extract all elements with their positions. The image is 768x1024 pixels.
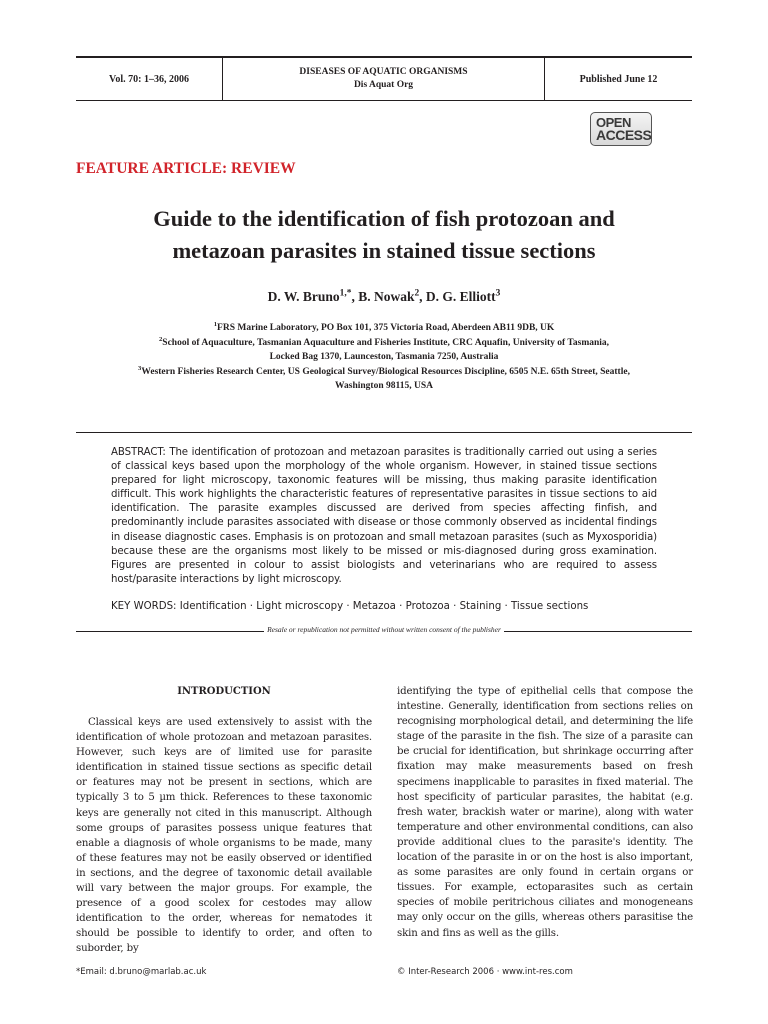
title-line-2: metazoan parasites in stained tissue sections	[172, 238, 596, 263]
author-1-sup: 1,*	[339, 288, 352, 299]
affiliation-1-num: 1	[213, 320, 218, 328]
volume-text: Vol. 70: 1–36, 2006	[109, 73, 189, 85]
affiliation-3	[76, 365, 692, 380]
affiliation-3-num: 3	[138, 364, 142, 372]
resale-notice-text: Resale or republication not permitted without written consent of the publisher	[264, 625, 504, 634]
affiliation-2-line1: School of Aquaculture, Tasmanian Aquaculture and Fisheries Institute, CRC Aquafin, University of Tasmania,	[162, 337, 610, 348]
journal-abbrev: Dis Aquat Org	[353, 80, 414, 90]
body-column-right: identifying the type of epithelial cells that compose the intestine. Generally, identification from sections relies on recognising morphological detail, and determining the life stage of the parasite in the fish. The size of a parasite can be crucial for identification, but shrinkage occurring after fixation may make measurements based on fresh specimens inapplicable to parasites in fixed material. The host specificity of particular parasites, the habitat (e.g. fresh water, brackish water or marine), along with water temperature and other environmental conditions, can also provide additional clues to the parasite's identity. The location of the parasite in or on the host is also important, as some parasites are only found in certain organs or tissues. For example, ectoparasites such as certain species of mobile peritrichous ciliates and monogeneans may only occur on the gills, whereas others parasitise the skin and fins as well as the gills.	[397, 686, 693, 939]
author-3-sup: 3	[495, 288, 501, 299]
open-access-line2: ACCESS	[596, 127, 652, 143]
author-2: , B. Nowak	[351, 289, 415, 304]
journal-info	[223, 58, 544, 100]
affiliation-2	[76, 336, 692, 351]
affiliation-1-text: FRS Marine Laboratory, PO Box 101, 375 Victoria Road, Aberdeen AB11 9DB, UK	[217, 323, 555, 333]
affiliation-2-num: 2	[158, 335, 163, 343]
open-access-line1: OPEN	[596, 115, 631, 130]
published-date: Published June 12	[579, 73, 658, 85]
feature-label: FEATURE ARTICLE: REVIEW	[76, 160, 296, 177]
article-title	[76, 203, 692, 267]
header-bottom-rule	[76, 100, 692, 101]
author-list	[76, 289, 692, 305]
title-line-1: Guide to the identification of fish protozoan and	[153, 206, 615, 231]
affiliation-3-cont: Washington 98115, USA	[335, 381, 433, 391]
body-column-left: Classical keys are used extensively to assist with the identification of whole protozoan and metazoan parasites. However, such keys are of limited use for parasite identification in stained tissue sections as specific detail or features may not be present in sections, which are typically 3 to 5 µm thick. References to these taxonomic keys are generally not cited in this manuscript. Although some groups of parasites possess unique features that enable a diagnosis of whole organisms to be made, many of these features may not be easily observed or identified in sections, and the degree of taxonomic detail available will vary between the major groups. For example, the presence of a good scolex for cestodes may allow identification to the order, whereas for nematodes it should be possible to identify to order, and often to suborder, by	[76, 717, 372, 955]
author-2-sup: 2	[414, 288, 420, 299]
published-info	[545, 58, 692, 100]
abstract-top-rule	[76, 432, 692, 433]
affiliation-1	[76, 321, 692, 336]
section-heading-introduction: INTRODUCTION	[177, 686, 271, 697]
volume-info	[76, 58, 222, 100]
author-1: D. W. Bruno	[267, 289, 340, 304]
resale-notice	[76, 625, 692, 634]
affiliations	[76, 321, 692, 394]
author-3: , D. G. Elliott	[419, 289, 496, 304]
open-access-badge[interactable]	[590, 112, 652, 146]
affiliation-2-cont: Locked Bag 1370, Launceston, Tasmania 7250, Australia	[269, 352, 499, 362]
affiliation-3-line1: Western Fisheries Research Center, US Geological Survey/Biological Resources Discipline, 6505 N.E. 65th Street, Seattle,	[141, 366, 630, 377]
keywords: KEY WORDS: Identification · Light microscopy · Metazoa · Protozoa · Staining · Tissue sections	[111, 601, 589, 612]
email-footnote: *Email: d.bruno@marlab.ac.uk	[76, 967, 207, 977]
copyright-notice: © Inter-Research 2006 · www.int-res.com	[397, 967, 573, 977]
abstract-text: ABSTRACT: The identification of protozoan and metazoan parasites is traditionally carried out using a series of classical keys based upon the morphology of the whole organism. However, in stained tissue sections prepared for light microscopy, taxonomic features will be missing, thus making parasite identification difficult. This work highlights the characteristic features of representative parasites in tissue sections to aid identification. The parasite examples discussed are derived from species affecting finfish, and predominantly include parasites associated with disease or those commonly observed as incidental findings in disease diagnostic cases. Emphasis is on protozoan and small metazoan parasites (such as Myxosporidia) because these are the organisms most likely to be missed or mis-diagnosed during gross examination. Figures are presented in colour to assist biologists and veterinarians who are required to assess host/parasite interactions by light microscopy.	[111, 447, 657, 585]
journal-name: DISEASES OF AQUATIC ORGANISMS	[299, 67, 468, 77]
